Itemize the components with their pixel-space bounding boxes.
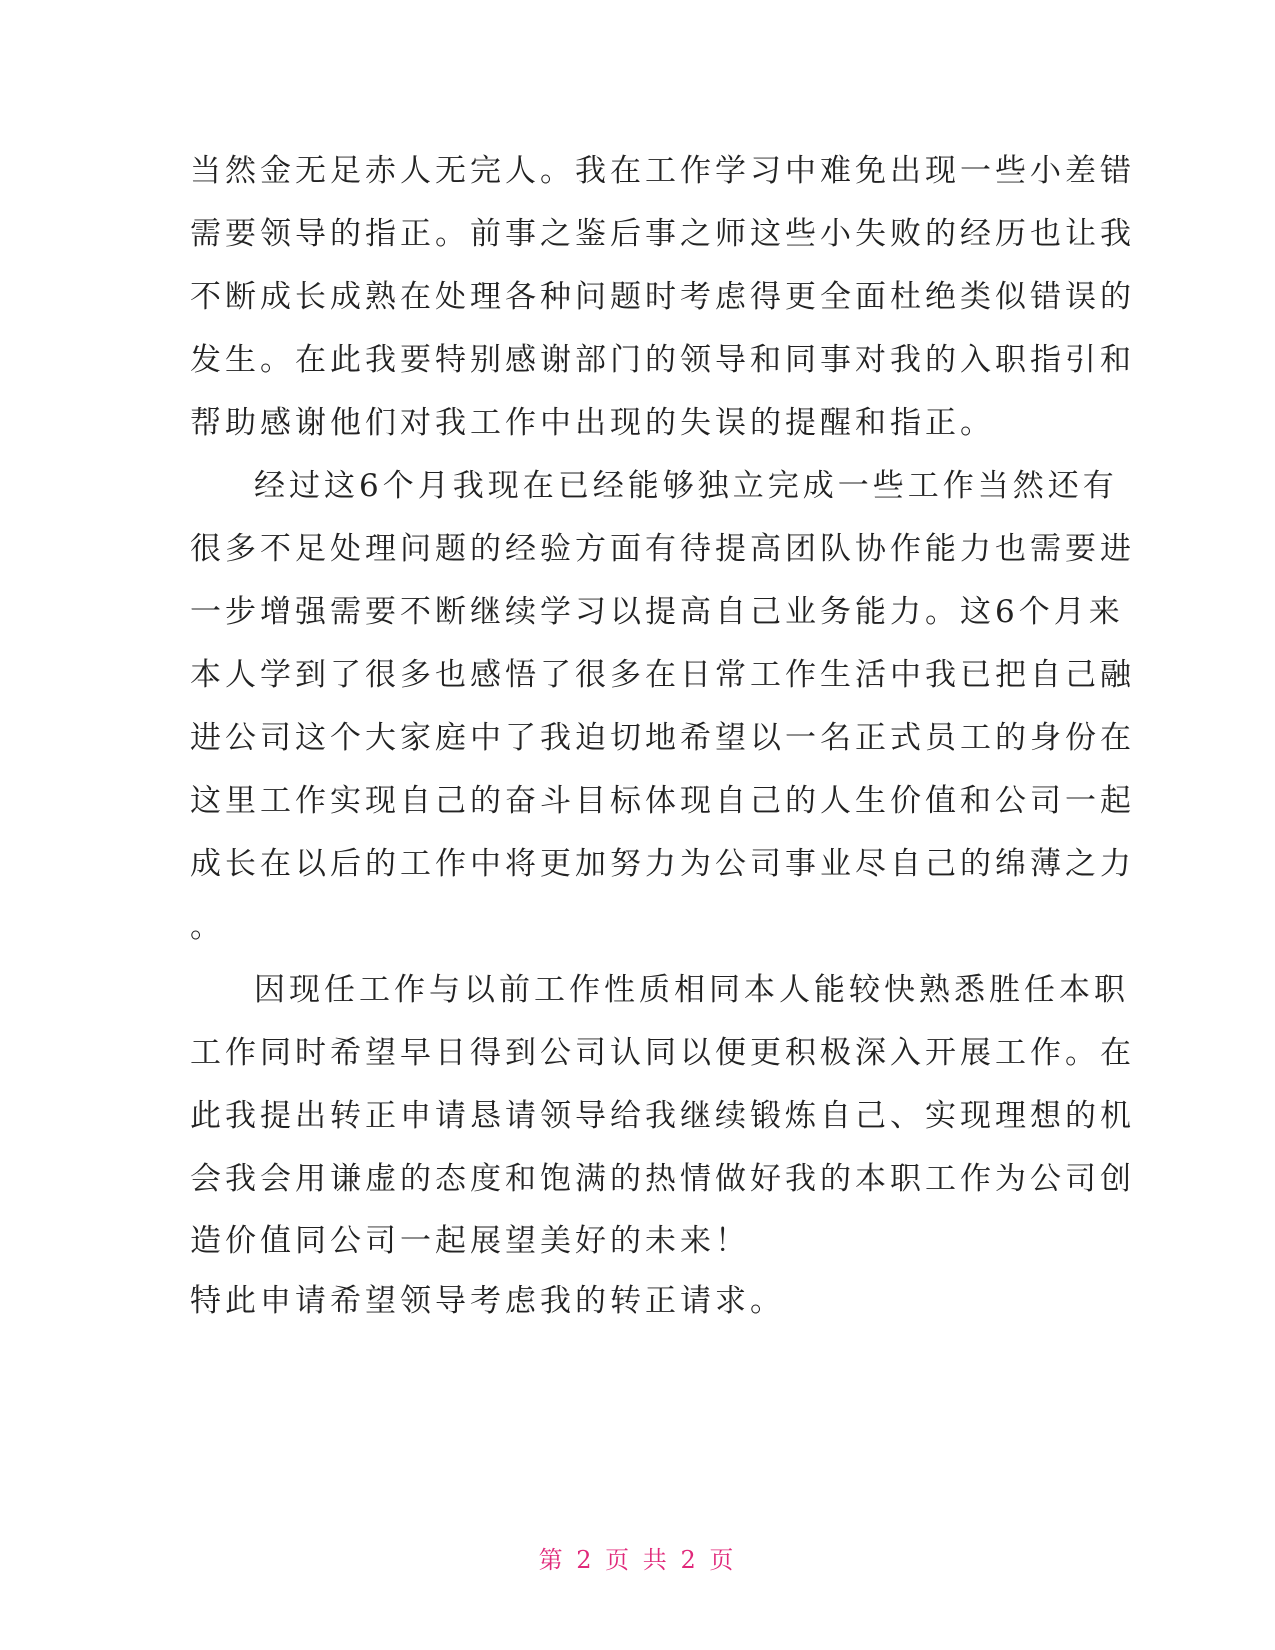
- text-line: 本人学到了很多也感悟了很多在日常工作生活中我已把自己融: [190, 657, 1135, 693]
- text-line: 需要领导的指正。前事之鉴后事之师这些小失败的经历也让我: [190, 216, 1135, 252]
- paragraph-2: [190, 455, 1135, 959]
- paragraph-1: [190, 140, 1135, 455]
- text-line: 。: [190, 909, 225, 945]
- page-number-footer: 第 2 页 共 2 页: [538, 1546, 737, 1574]
- text-line: 一步增强需要不断继续学习以提高自己业务能力。这6个月来: [190, 594, 1124, 630]
- text-line: 因现任工作与以前工作性质相同本人能较快熟悉胜任本职: [254, 972, 1129, 1008]
- text-line: 会我会用谦虚的态度和饱满的热情做好我的本职工作为公司创: [190, 1161, 1135, 1197]
- text-line: 很多不足处理问题的经验方面有待提高团队协作能力也需要进: [190, 531, 1135, 567]
- text-line: 经过这6个月我现在已经能够独立完成一些工作当然还有: [254, 468, 1118, 504]
- paragraph-3: [190, 959, 1135, 1271]
- text-line: 此我提出转正申请恳请领导给我继续锻炼自己、实现理想的机: [190, 1098, 1135, 1134]
- text-line: 成长在以后的工作中将更加努力为公司事业尽自己的绵薄之力: [190, 846, 1135, 882]
- text-line: 工作同时希望早日得到公司认同以便更积极深入开展工作。在: [190, 1035, 1135, 1071]
- text-line: 发生。在此我要特别感谢部门的领导和同事对我的入职指引和: [190, 342, 1135, 378]
- text-line: 进公司这个大家庭中了我迫切地希望以一名正式员工的身份在: [190, 720, 1135, 756]
- paragraph-4: [190, 1271, 1090, 1331]
- text-line: 特此申请希望领导考虑我的转正请求。: [190, 1283, 785, 1319]
- text-line: 当然金无足赤人无完人。我在工作学习中难免出现一些小差错: [190, 153, 1135, 189]
- text-line: 不断成长成熟在处理各种问题时考虑得更全面杜绝类似错误的: [190, 279, 1135, 315]
- text-line: 帮助感谢他们对我工作中出现的失误的提醒和指正。: [190, 405, 995, 441]
- text-line: 这里工作实现自己的奋斗目标体现自己的人生价值和公司一起: [190, 783, 1135, 819]
- text-line: 造价值同公司一起展望美好的未来！: [190, 1223, 750, 1259]
- document-body: [190, 140, 1135, 1331]
